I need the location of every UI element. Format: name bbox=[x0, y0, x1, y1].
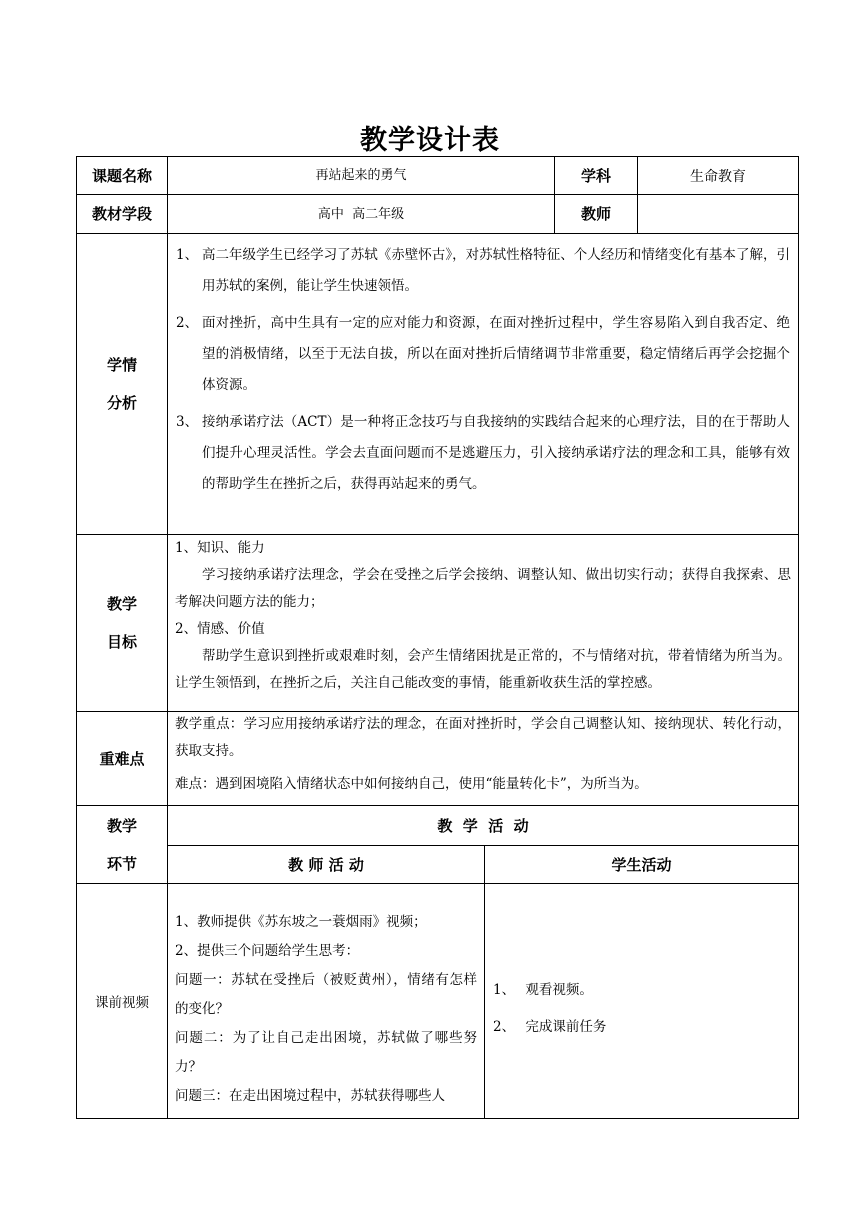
list-item-text: 完成课前任务 bbox=[525, 1019, 607, 1035]
list-item bbox=[176, 240, 790, 302]
stage-column-label bbox=[77, 806, 167, 883]
table-border-bottom bbox=[76, 1118, 799, 1119]
pre-class-stage: 课前视频 bbox=[95, 995, 149, 1011]
list-item-number: 1、 bbox=[176, 247, 199, 263]
list-item-text: 面对挫折，高中生具有一定的应对能力和资源，在面对挫折过程中，学生容易陷入到自我否定、绝望的消极情绪，以至于无法自拔，所以在面对挫折后情绪调节非常重要，稳定情绪后再学会挖掘个体资源。 bbox=[202, 315, 790, 393]
table-border-right bbox=[798, 156, 799, 1119]
teacher-activity-heading: 教 师 活 动 bbox=[288, 855, 364, 874]
teacher-activity-line: 2、提供三个问题给学生思考： bbox=[175, 943, 360, 959]
list-item bbox=[493, 976, 789, 1004]
key-points-content bbox=[175, 711, 791, 798]
teacher-activity-line: 问题二：为了让自己走出困境，苏轼做了哪些努力？ bbox=[175, 1030, 477, 1075]
key-difficulty: 难点：遇到困境陷入情绪状态中如何接纳自己，使用“能量转化卡”，为所当为。 bbox=[175, 776, 648, 792]
goals-label-line1: 教学 bbox=[106, 595, 137, 613]
list-item-number: 2、 bbox=[176, 315, 199, 331]
list-item-text: 观看视频。 bbox=[525, 982, 593, 998]
list-item-text: 接纳承诺疗法（ACT）是一种将正念技巧与自我接纳的实践结合起来的心理疗法，目的在于帮助人们提升心理灵活性。学会去直面问题而不是逃避压力，引入接纳承诺疗法的理念和工具，能够有效的帮助学生在挫折之后，获得再站起来的勇气。 bbox=[202, 414, 790, 492]
stage-column-label-line2: 环节 bbox=[106, 854, 137, 873]
list-item bbox=[176, 308, 790, 401]
analysis-list bbox=[176, 240, 790, 506]
analysis-label-line2: 分析 bbox=[106, 394, 137, 412]
stage-label: 教材学段 bbox=[91, 205, 152, 223]
list-item-number: 3、 bbox=[176, 414, 199, 430]
analysis-label bbox=[77, 234, 167, 534]
teacher-activity-line: 问题一：苏轼在受挫后（被贬黄州），情绪有怎样的变化？ bbox=[175, 972, 477, 1017]
subject-label: 学科 bbox=[580, 166, 611, 185]
row-divider bbox=[76, 883, 799, 884]
activities-heading: 教 学 活 动 bbox=[437, 816, 529, 835]
pre-class-teacher-activity bbox=[175, 908, 477, 1111]
teacher-activity-line: 1、教师提供《苏东坡之一蓑烟雨》视频； bbox=[175, 914, 427, 930]
row-divider bbox=[76, 233, 799, 234]
goals-heading-1: 1、知识、能力 bbox=[175, 540, 265, 556]
student-activity-heading: 学生活动 bbox=[611, 855, 672, 874]
teacher-activity-line: 问题三：在走出困境过程中，苏轼获得哪些人 bbox=[175, 1088, 445, 1104]
teacher-label: 教师 bbox=[580, 205, 611, 223]
pre-class-student-activity bbox=[493, 976, 789, 1041]
list-item-number: 2、 bbox=[493, 1019, 516, 1035]
goals-label-line2: 目标 bbox=[106, 633, 137, 651]
list-item bbox=[176, 407, 790, 500]
goals-paragraph-2: 帮助学生意识到挫折或艰难时刻，会产生情绪困扰是正常的，不与情绪对抗，带着情绪为所当为。让学生领悟到，在挫折之后，关注自己能改变的事情，能重新收获生活的掌控感。 bbox=[175, 648, 791, 691]
topic-value: 再站起来的勇气 bbox=[315, 168, 407, 183]
column-divider bbox=[484, 845, 485, 1119]
analysis-label-line1: 学情 bbox=[106, 356, 137, 374]
page-title: 教学设计表 bbox=[360, 125, 500, 156]
column-divider bbox=[167, 156, 168, 1119]
list-item bbox=[493, 1013, 789, 1041]
key-focus: 教学重点：学习应用接纳承诺疗法的理念，在面对挫折时，学会自己调整认知、接纳现状、转化行动，获取支持。 bbox=[175, 716, 791, 759]
goals-heading-2: 2、情感、价值 bbox=[175, 621, 265, 637]
goals-paragraph-1: 学习接纳承诺疗法理念，学会在受挫之后学会接纳、调整认知、做出切实行动；获得自我探索、思考解决问题方法的能力； bbox=[175, 567, 791, 610]
list-item-text: 高二年级学生已经学习了苏轼《赤壁怀古》，对苏轼性格特征、个人经历和情绪变化有基本了解，引用苏轼的案例，能让学生快速领悟。 bbox=[202, 247, 790, 294]
topic-label: 课题名称 bbox=[91, 166, 152, 185]
key-points-label: 重难点 bbox=[99, 749, 145, 768]
teacher-value bbox=[638, 195, 798, 233]
stage-column-label-line1: 教学 bbox=[106, 816, 137, 835]
goals-label bbox=[77, 535, 167, 711]
stage-value: 高中 高二年级 bbox=[317, 207, 405, 222]
list-item-number: 1、 bbox=[493, 982, 516, 998]
subject-value: 生命教育 bbox=[690, 168, 746, 185]
goals-content bbox=[175, 535, 791, 697]
